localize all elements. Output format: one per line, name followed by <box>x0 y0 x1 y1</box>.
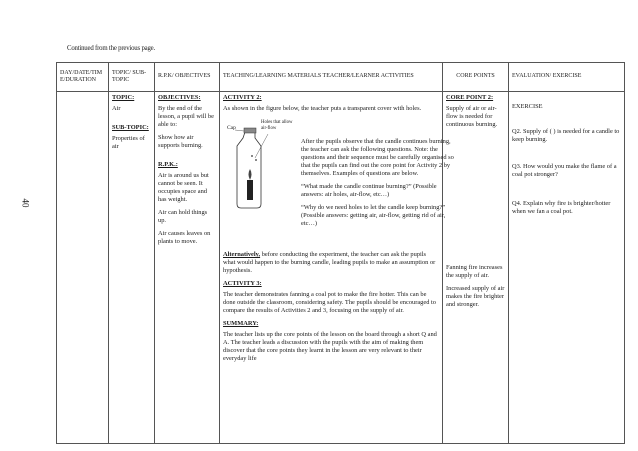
header-activities: TEACHING/LEARNING MATERIALS TEACHER/LEARNER ACTIVITIES <box>220 63 443 92</box>
objectives-label: OBJECTIVES: <box>158 94 201 101</box>
rpk-label: R.P.K.: <box>158 161 178 168</box>
header-topic: TOPIC/ SUB-TOPIC <box>109 63 155 92</box>
activity2-after-text: After the pupils observe that the candle continues burning, the teacher can ask the following questions. Note: the questions and their sequence must be carefully organised so that the pupils can find out the core point for Activity 2 by themselves. Examples of questions are below. <box>301 138 454 177</box>
core2-text: Supply of air or air-flow is needed for continuous burning. <box>446 105 498 128</box>
topic-cell <box>109 92 155 444</box>
alternatively-paragraph <box>223 251 439 275</box>
rpk-3: Air causes leaves on plants to move. <box>158 230 211 245</box>
eval-q4: Q4. Explain why fire is brighter/hotter when we fan a coal pot. <box>512 200 611 215</box>
header-core: CORE POINTS <box>443 63 509 92</box>
objective-1: Show how air supports burning. <box>158 134 203 149</box>
eval-q3: Q3. How would you make the flame of a coal pot stronger? <box>512 163 617 178</box>
topic-label: TOPIC: <box>112 94 135 101</box>
header-rpk: R.P.K/ OBJECTIVES <box>155 63 220 92</box>
activity2-intro: As shown in the figure below, the teacher puts a transparent cover with holes. <box>223 105 422 112</box>
activity2-after <box>301 138 459 233</box>
figure-holes-label: Holes that allow air-flow <box>261 120 293 131</box>
rpk-2: Air can hold things up. <box>158 209 208 224</box>
content-row <box>57 92 625 444</box>
exercise-label: EXERCISE <box>512 103 543 110</box>
header-eval: EVALUATION/ EXERCISE <box>509 63 625 92</box>
core2-label: CORE POINT 2: <box>446 94 494 101</box>
question-2: “Why do we need holes to let the candle keep burning?” (Possible answers: getting air, air-flow, getting rid of air, etc…) <box>301 204 446 227</box>
core3-b: Increased supply of air makes the fire brighter and stronger. <box>446 285 505 308</box>
subtopic-value: Properties of air <box>112 135 145 150</box>
day-cell <box>57 92 109 444</box>
continued-note: Continued from the previous page. <box>67 45 155 52</box>
activity3-label: ACTIVITY 3: <box>223 280 262 287</box>
subtopic-label: SUB-TOPIC: <box>112 124 149 131</box>
topic-value: Air <box>112 105 121 112</box>
activity2-label: ACTIVITY 2: <box>223 94 262 101</box>
question-1: “What made the candle continue burning?” (Possible answers: air holes, air-flow, etc…) <box>301 183 437 198</box>
rpk-1: Air is around us but cannot be seen. It occupies space and has weight. <box>158 172 209 203</box>
summary-text: The teacher lists up the core points of the lesson on the board through a short Q and A. The teacher leads a discussion with the pupils with the aim of making them discover that the core points they learnt in the lesson are very relevant to their everyday life <box>223 331 437 362</box>
candle-figure-area <box>223 118 454 227</box>
lesson-table <box>56 62 625 444</box>
candle-bottle-illustration <box>223 118 303 213</box>
summary-label: SUMMARY: <box>223 320 259 327</box>
alternatively-label: Alternatively, <box>223 251 261 258</box>
alternatively-text: before conducting the experiment, the teacher can ask the pupils what would happen to the burning candle, leading pupils to make an assumption or hypothesis. <box>223 251 436 274</box>
eval-q2: Q2. Supply of ( ) is needed for a candle to keep burning. <box>512 128 620 143</box>
page-number: 40 <box>20 198 31 208</box>
header-day: DAY/DATE/TIM E/DURATION <box>57 63 109 92</box>
activity3-text: The teacher demonstrates fanning a coal pot to make the fire hotter. This can be done outside the classroom, considering safety. The pupils should be encouraged to compare the results of Activities 2 and 3, focusing on the supply of air. <box>223 291 436 314</box>
header-row <box>57 63 625 92</box>
objectives-cell <box>155 92 220 444</box>
eval-cell <box>509 92 625 444</box>
core3-a: Fanning fire increases the supply of air. <box>446 264 503 279</box>
figure-cap-label: Cap <box>227 125 236 131</box>
activities-cell <box>220 92 454 444</box>
objectives-text: By the end of the lesson, a pupil will be able to: <box>158 105 214 128</box>
